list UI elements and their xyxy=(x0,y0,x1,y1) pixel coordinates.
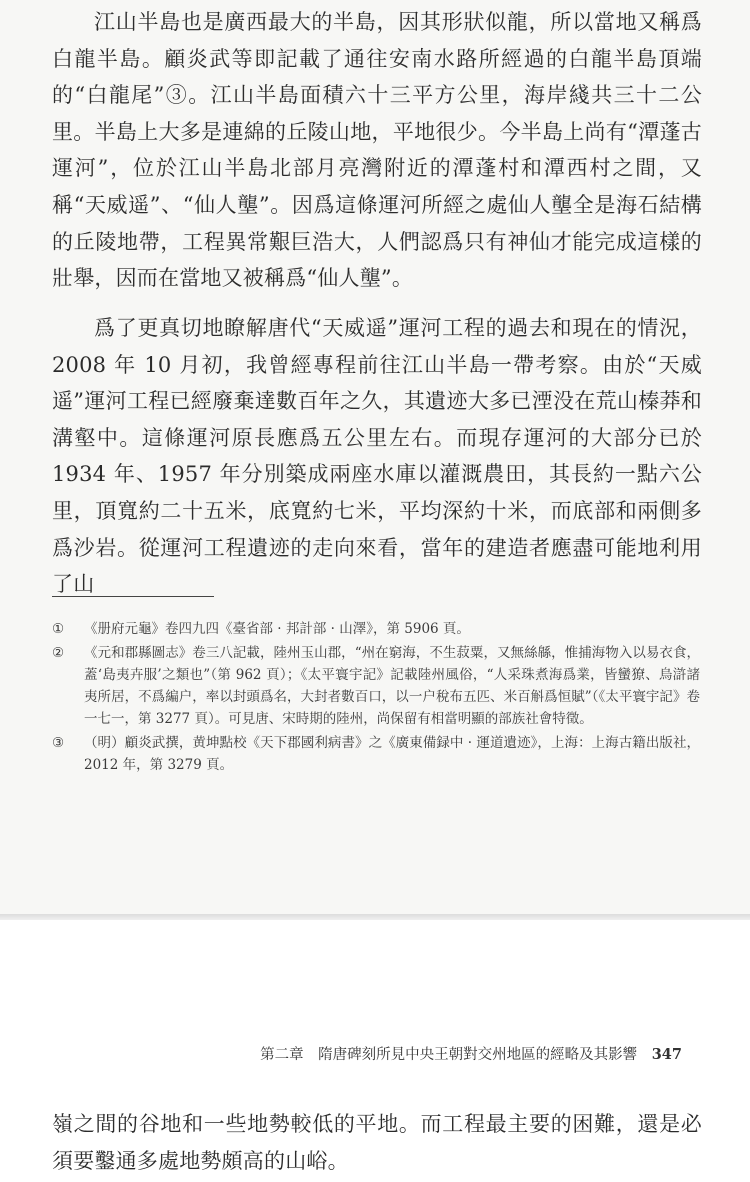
body-paragraph: 江山半島也是廣西最大的半島，因其形狀似龍，所以當地又稱爲白龍半島。顧炎武等即記載了通往安南水路所經過的白龍半島頂端的“白龍尾”③。江山半島面積六十三平方公里，海岸綫共三十二公里。半島上大多是連綿的丘陵山地，平地很少。今半島上尚有“潭蓬古運河”，位於江山半島北部月亮灣附近的潭蓬村和潭西村之間，又稱“天威遥”、“仙人壟”。因爲這條運河所經之處仙人壟全是海石結構的丘陵地帶，工程異常艱巨浩大，人們認爲只有神仙才能完成這樣的壯舉，因而在當地又被稱爲“仙人壟”。 xyxy=(52,10,702,291)
running-header xyxy=(0,1043,682,1064)
body-paragraph: 嶺之間的谷地和一些地勢較低的平地。而工程最主要的困難，還是必須要鑿通多處地勢頗高的山峪。 xyxy=(52,1112,702,1173)
footnote-text: 《元和郡縣圖志》卷三八記載，陸州玉山郡，“州在窮海，不生菽粟，又無絲緜，惟捕海物入以易衣食，蓋‘島夷卉服’之類也”（第 962 頁）；《太平寰宇記》記載陸州風俗，“人采珠煮海爲業，皆蠻獠、烏滸諸夷所居，不爲編户，率以封頭爲名，大封者數百口，以一户稅布五匹、米百斛爲恒賦”（《太平寰宇記》卷一七一，第 3277 頁）。可見唐、宋時期的陸州，尚保留有相當明顯的部族社會特徵。 xyxy=(84,645,700,727)
chapter-title: 第二章 隋唐碑刻所見中央王朝對交州地區的經略及其影響 xyxy=(260,1047,638,1063)
footnote-marker: ② xyxy=(52,645,65,661)
body-paragraph: 爲了更真切地瞭解唐代“天威遥”運河工程的過去和現在的情況，2008 年 10 月初，我曾經專程前往江山半島一帶考察。由於“天威遥”運河工程已經廢棄達數百年之久，其遺迹大多已湮没在荒山榛莽和溝壑中。這條運河原長應爲五公里左右。而現存運河的大部分已於 1934 年、1957 年分別築成兩座水庫以灌溉農田，其長約一點六公里，頂寬約二十五米，底寬約七米，平均深約十米，而底部和兩側多爲沙岩。從運河工程遺迹的走向來看，當年的建造者應盡可能地利用了山 xyxy=(52,316,702,597)
footnote xyxy=(52,642,700,730)
footnote-marker: ③ xyxy=(52,735,65,751)
footnote-text: （明）顧炎武撰，黄坤點校《天下郡國利病書》之《廣東備録中 · 運道遺迹》，上海：上海古籍出版社，2012 年，第 3279 頁。 xyxy=(84,735,700,773)
page-divider xyxy=(0,914,750,920)
footnote xyxy=(52,618,700,640)
footnotes xyxy=(52,618,700,778)
footnote-marker: ① xyxy=(52,621,65,637)
footnote-separator xyxy=(52,596,214,597)
footnote-text: 《册府元龜》卷四九四《臺省部 · 邦計部 · 山澤》，第 5906 頁。 xyxy=(84,621,470,637)
page-number: 347 xyxy=(651,1046,682,1063)
footnote xyxy=(52,732,700,776)
